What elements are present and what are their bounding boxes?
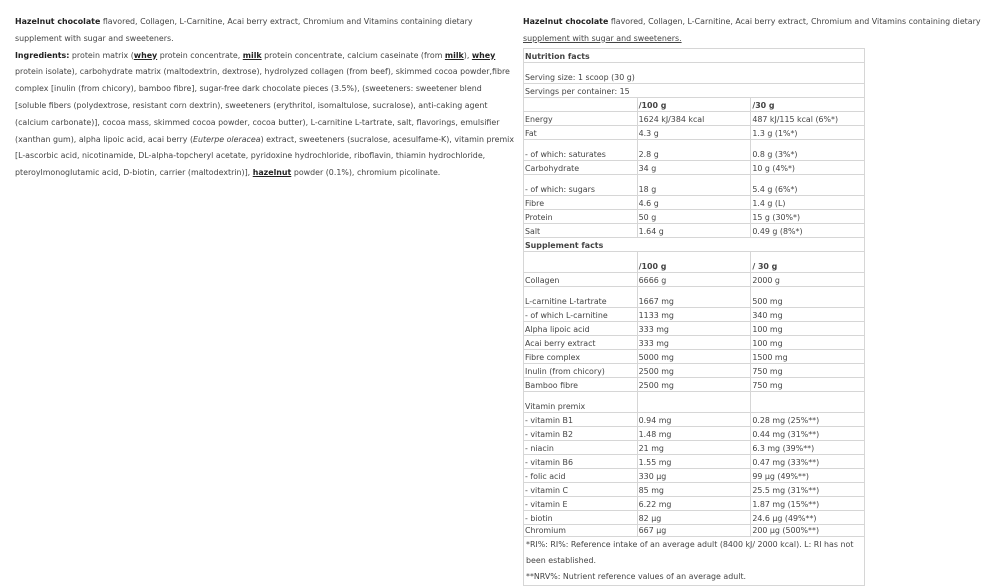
supplement-name: - niacin bbox=[524, 440, 638, 454]
value-100g: 667 µg bbox=[637, 524, 751, 536]
value-30g: 1500 mg bbox=[751, 349, 865, 363]
value-100g: 1133 mg bbox=[637, 307, 751, 321]
value-100g: 4.6 g bbox=[637, 195, 751, 209]
value-30g: 0.49 g (8%*) bbox=[751, 223, 865, 237]
value-30g: 487 kJ/115 kcal (6%*) bbox=[751, 111, 865, 125]
supplement-row bbox=[524, 440, 865, 454]
value-100g: 18 g bbox=[637, 174, 751, 195]
header-30g: /30 g bbox=[751, 97, 865, 111]
value-30g: 1.3 g (1%*) bbox=[751, 125, 865, 139]
value-30g: 100 mg bbox=[751, 321, 865, 335]
serving-size: Serving size: 1 scoop (30 g) bbox=[524, 62, 865, 83]
value-100g: 1.48 mg bbox=[637, 426, 751, 440]
allergen: hazelnut bbox=[252, 168, 292, 178]
value-100g: 6.22 mg bbox=[637, 496, 751, 510]
nutrient-name: Carbohydrate bbox=[524, 160, 638, 174]
value-30g: 5.4 g (6%*) bbox=[751, 174, 865, 195]
value-30g: 15 g (30%*) bbox=[751, 209, 865, 223]
value-30g: 0.8 g (3%*) bbox=[751, 139, 865, 160]
supplement-name: Fibre complex bbox=[524, 349, 638, 363]
nutrient-name: Fibre bbox=[524, 195, 638, 209]
supplement-name: L-carnitine L-tartrate bbox=[524, 286, 638, 307]
supplement-name: - biotin bbox=[524, 510, 638, 524]
supplement-row bbox=[524, 321, 865, 335]
supplement-name: - of which L-carnitine bbox=[524, 307, 638, 321]
value-30g: 0.47 mg (33%**) bbox=[751, 454, 865, 468]
value-30g: 99 µg (49%**) bbox=[751, 468, 865, 482]
supplement-title: Supplement facts bbox=[524, 237, 865, 251]
supplement-name: Alpha lipoic acid bbox=[524, 321, 638, 335]
allergen: whey bbox=[133, 50, 158, 60]
value-30g: 750 mg bbox=[751, 377, 865, 391]
nutrition-row bbox=[524, 223, 865, 237]
value-100g: 330 µg bbox=[637, 468, 751, 482]
nutrient-name: Salt bbox=[524, 223, 638, 237]
nutrition-title: Nutrition facts bbox=[524, 48, 865, 62]
supplement-row bbox=[524, 377, 865, 391]
nutrition-row bbox=[524, 139, 865, 160]
nutrition-row bbox=[524, 209, 865, 223]
supplement-row bbox=[524, 307, 865, 321]
value-30g: 500 mg bbox=[751, 286, 865, 307]
value-30g: 0.28 mg (25%**) bbox=[751, 412, 865, 426]
supplement-row bbox=[524, 335, 865, 349]
allergen: whey bbox=[471, 50, 496, 60]
value-30g: 6.3 mg (39%**) bbox=[751, 440, 865, 454]
value-30g: 2000 g bbox=[751, 272, 865, 286]
value-100g bbox=[637, 391, 751, 412]
value-30g: 10 g (4%*) bbox=[751, 160, 865, 174]
servings-row bbox=[524, 83, 865, 97]
nutrient-name: - of which: saturates bbox=[524, 139, 638, 160]
value-30g: 750 mg bbox=[751, 363, 865, 377]
supplement-row bbox=[524, 524, 865, 536]
value-100g: 2500 mg bbox=[637, 363, 751, 377]
servings-per-container: Servings per container: 15 bbox=[524, 83, 865, 97]
header-100g: /100 g bbox=[637, 97, 751, 111]
product-description: Hazelnut chocolate flavored, Collagen, L-Carnitine, Acai berry extract, Chromium and Vitamins containing dietary supplement with sugar and sweeteners. bbox=[15, 17, 473, 43]
value-30g bbox=[751, 391, 865, 412]
supplement-row bbox=[524, 454, 865, 468]
value-100g: 2.8 g bbox=[637, 139, 751, 160]
supplement-row bbox=[524, 468, 865, 482]
value-30g: 0.44 mg (31%**) bbox=[751, 426, 865, 440]
supplement-name: - vitamin B1 bbox=[524, 412, 638, 426]
supplement-row bbox=[524, 272, 865, 286]
value-30g: 25.5 mg (31%**) bbox=[751, 482, 865, 496]
footnote-nrv: **NRV%: Nutrient reference values of an average adult. bbox=[526, 571, 747, 581]
supplement-row bbox=[524, 391, 865, 412]
value-100g: 5000 mg bbox=[637, 349, 751, 363]
value-100g: 34 g bbox=[637, 160, 751, 174]
supplement-row bbox=[524, 426, 865, 440]
value-100g: 333 mg bbox=[637, 335, 751, 349]
supplement-name: Collagen bbox=[524, 272, 638, 286]
value-30g: 24.6 µg (49%**) bbox=[751, 510, 865, 524]
value-100g: 6666 g bbox=[637, 272, 751, 286]
allergen: milk bbox=[242, 50, 262, 60]
supplement-name: Bamboo fibre bbox=[524, 377, 638, 391]
value-100g: 4.3 g bbox=[637, 125, 751, 139]
value-100g: 2500 mg bbox=[637, 377, 751, 391]
nutrient-name: Energy bbox=[524, 111, 638, 125]
supplement-name: - vitamin E bbox=[524, 496, 638, 510]
panel-product-name: Hazelnut chocolate bbox=[523, 17, 609, 26]
nutrition-row bbox=[524, 174, 865, 195]
value-30g: 1.87 mg (15%**) bbox=[751, 496, 865, 510]
supplement-header-row bbox=[524, 251, 865, 272]
value-100g: 333 mg bbox=[637, 321, 751, 335]
serving-size-row bbox=[524, 62, 865, 83]
value-30g: 100 mg bbox=[751, 335, 865, 349]
value-100g: 82 µg bbox=[637, 510, 751, 524]
nutrition-title-row bbox=[524, 48, 865, 62]
value-100g: 1.64 g bbox=[637, 223, 751, 237]
supplement-name: - vitamin B6 bbox=[524, 454, 638, 468]
product-name: Hazelnut chocolate bbox=[15, 17, 101, 26]
supplement-name: Vitamin premix bbox=[524, 391, 638, 412]
supplement-row bbox=[524, 510, 865, 524]
supplement-row bbox=[524, 412, 865, 426]
ingredients-text: Ingredients: protein matrix (whey protein concentrate, milk protein concentrate, calcium caseinate (from milk), whey protein isolate), carbohydrate matrix (maltodextrin, dextrose), hydrolyzed collagen (from beef), skimmed cocoa powder,fibre complex [inulin (from chicory), bamboo fibre], sugar-free dark chocolate pieces (3.5%), (sweeteners: sweetener blend [soluble fibers (polydextrose, resistant corn dextrin), sweeteners (erythritol, isomaltulose, sucralose), anti-caking agent (calcium carbonate)], cocoa mass, skimmed cocoa powder, cocoa butter), L-carnitine L-tartrate, salt, flavorings, emulsifier (xanthan gum), alpha lipoic acid, acai berry (Euterpe oleracea) extract, sweeteners (sucralose, acesulfame-K), vitamin premix [L-ascorbic acid, nicotinamide, DL-alpha-topcheryl acetate, pyridoxine hydrochloride, riboflavin, thiamin hydrochloride, pteroylmonoglutamic acid, D-biotin, carrier (maltodextrin)], hazelnut powder (0.1%), chromium picolinate. bbox=[15, 50, 514, 178]
header-100g: /100 g bbox=[637, 251, 751, 272]
supplement-row bbox=[524, 349, 865, 363]
supplement-name: - vitamin C bbox=[524, 482, 638, 496]
value-100g: 50 g bbox=[637, 209, 751, 223]
value-100g: 1.55 mg bbox=[637, 454, 751, 468]
supplement-row bbox=[524, 286, 865, 307]
supplement-name: Acai berry extract bbox=[524, 335, 638, 349]
nutrient-name: Fat bbox=[524, 125, 638, 139]
nutrient-name: Protein bbox=[524, 209, 638, 223]
supplement-name: Inulin (from chicory) bbox=[524, 363, 638, 377]
nutrition-header-row bbox=[524, 97, 865, 111]
supplement-row bbox=[524, 363, 865, 377]
value-30g: 200 µg (500%**) bbox=[751, 524, 865, 536]
nutrient-name: - of which: sugars bbox=[524, 174, 638, 195]
nutrition-row bbox=[524, 195, 865, 209]
nutrition-row bbox=[524, 111, 865, 125]
supplement-row bbox=[524, 496, 865, 510]
nutrition-row bbox=[524, 160, 865, 174]
facts-table bbox=[523, 48, 865, 537]
latin-name: Euterpe oleracea bbox=[193, 134, 261, 144]
footnote-ri: *RI%: RI%: Reference intake of an average adult (8400 kJ/ 2000 kcal). L: RI has not been established. bbox=[526, 539, 854, 565]
ingredients-label: Ingredients: bbox=[15, 50, 70, 60]
value-30g: 340 mg bbox=[751, 307, 865, 321]
header-30g: / 30 g bbox=[751, 251, 865, 272]
header-empty bbox=[524, 251, 638, 272]
panel-description: Hazelnut chocolate flavored, Collagen, L-Carnitine, Acai berry extract, Chromium and Vitamins containing dietary supplement with sugar and sweeteners. bbox=[523, 17, 981, 43]
supplement-title-row bbox=[524, 237, 865, 251]
supplement-name: - vitamin B2 bbox=[524, 426, 638, 440]
ingredients-block bbox=[15, 14, 515, 182]
value-100g: 0.94 mg bbox=[637, 412, 751, 426]
nutrition-row bbox=[524, 125, 865, 139]
allergen: milk bbox=[444, 50, 464, 60]
value-100g: 1624 kJ/384 kcal bbox=[637, 111, 751, 125]
supplement-row bbox=[524, 482, 865, 496]
nutrition-panel bbox=[523, 14, 993, 586]
header-empty bbox=[524, 97, 638, 111]
value-30g: 1.4 g (L) bbox=[751, 195, 865, 209]
supplement-name: - folic acid bbox=[524, 468, 638, 482]
supplement-name: Chromium bbox=[524, 524, 638, 536]
value-100g: 85 mg bbox=[637, 482, 751, 496]
value-100g: 21 mg bbox=[637, 440, 751, 454]
value-100g: 1667 mg bbox=[637, 286, 751, 307]
